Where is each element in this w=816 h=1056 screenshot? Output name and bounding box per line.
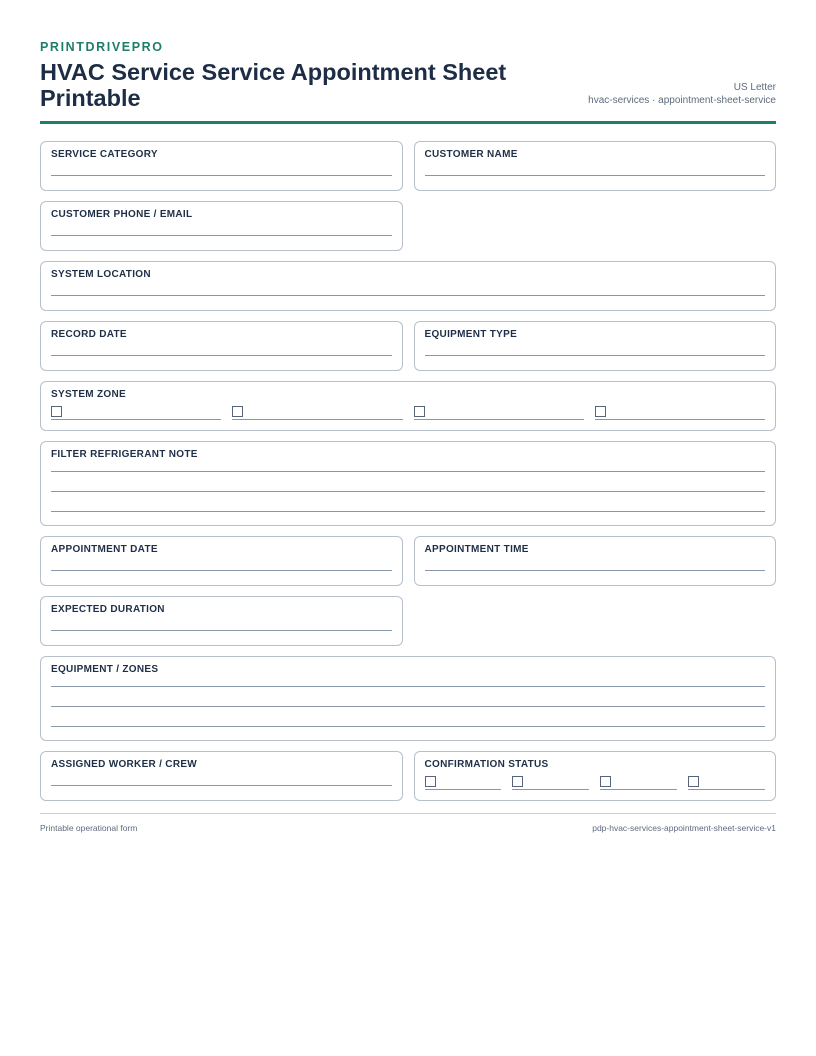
system-location-field (40, 261, 776, 311)
customer-name-field (414, 141, 777, 191)
appointment-time-input-line[interactable] (425, 556, 766, 571)
field-label: FILTER REFRIGERANT NOTE (51, 449, 198, 460)
assigned-worker-field (40, 751, 403, 801)
customer-name-input-line[interactable] (425, 161, 766, 176)
page-footer (40, 823, 776, 833)
form-row (40, 441, 776, 526)
expected-duration-field (40, 596, 403, 646)
form-row (40, 141, 776, 191)
field-label: CUSTOMER NAME (424, 149, 518, 160)
equipment-zones-input-line[interactable] (51, 676, 765, 687)
field-label: CONFIRMATION STATUS (424, 759, 549, 770)
expected-duration-input-line[interactable] (51, 616, 392, 631)
confirmation-status-option (512, 773, 589, 790)
filter-note-input-line[interactable] (51, 472, 765, 492)
form-row (40, 751, 776, 801)
form-row (40, 596, 776, 646)
form-path: hvac-services · appointment-sheet-service (588, 95, 776, 106)
equipment-type-field (414, 321, 777, 371)
form-row (40, 261, 776, 311)
system-zone-option (595, 403, 765, 420)
confirmation-status-field (414, 751, 777, 801)
confirmation-status-option (425, 773, 502, 790)
checkbox[interactable] (51, 406, 62, 417)
checkbox[interactable] (425, 776, 436, 787)
page-header (40, 59, 776, 111)
form-row (40, 381, 776, 431)
field-label: ASSIGNED WORKER / CREW (51, 759, 198, 770)
form-id: pdp-hvac-services-appointment-sheet-service-v1 (592, 823, 776, 833)
field-label: APPOINTMENT DATE (51, 544, 158, 555)
service-category-input-line[interactable] (51, 161, 392, 176)
filter-note-input-line[interactable] (51, 492, 765, 512)
form-row (40, 201, 776, 251)
system-zone-option (232, 403, 402, 420)
page-title: HVAC Service Service Appointment Sheet Printable (40, 59, 507, 111)
filter-note-field (40, 441, 776, 526)
header-divider (40, 121, 776, 124)
system-location-input-line[interactable] (51, 281, 765, 296)
record-date-field (40, 321, 403, 371)
system-zone-options (51, 403, 765, 420)
record-date-input-line[interactable] (51, 341, 392, 356)
brand-name: PRINTDRIVEPRO (40, 40, 164, 54)
system-zone-option (414, 403, 584, 420)
customer-contact-field (40, 201, 403, 251)
checkbox[interactable] (414, 406, 425, 417)
paper-size: US Letter (733, 82, 776, 93)
system-zone-field (40, 381, 776, 431)
system-zone-option (51, 403, 221, 420)
checkbox[interactable] (688, 776, 699, 787)
checkbox[interactable] (595, 406, 606, 417)
footer-divider (40, 813, 776, 814)
footer-left-text: Printable operational form (40, 823, 138, 833)
form-grid (40, 141, 776, 801)
field-label: EXPECTED DURATION (51, 604, 165, 615)
form-row (40, 536, 776, 586)
appointment-date-field (40, 536, 403, 586)
confirmation-status-option (688, 773, 765, 790)
checkbox[interactable] (232, 406, 243, 417)
filter-note-input-line[interactable] (51, 461, 765, 472)
field-label: RECORD DATE (51, 329, 127, 340)
page-meta (588, 81, 776, 111)
field-label: SYSTEM ZONE (51, 389, 126, 400)
field-label: EQUIPMENT TYPE (424, 329, 518, 340)
confirmation-status-option (600, 773, 677, 790)
form-page (40, 40, 776, 833)
field-label: SERVICE CATEGORY (51, 149, 158, 160)
field-label: SYSTEM LOCATION (51, 269, 151, 280)
checkbox[interactable] (600, 776, 611, 787)
confirmation-status-options (425, 773, 766, 790)
field-label: EQUIPMENT / ZONES (51, 664, 159, 675)
equipment-zones-field (40, 656, 776, 741)
customer-contact-input-line[interactable] (51, 221, 392, 236)
field-label: CUSTOMER PHONE / EMAIL (51, 209, 193, 220)
form-row (40, 656, 776, 741)
equipment-zones-input-line[interactable] (51, 707, 765, 727)
form-row (40, 321, 776, 371)
assigned-worker-input-line[interactable] (51, 771, 392, 786)
checkbox[interactable] (512, 776, 523, 787)
equipment-type-input-line[interactable] (425, 341, 766, 356)
equipment-zones-input-line[interactable] (51, 687, 765, 707)
appointment-date-input-line[interactable] (51, 556, 392, 571)
service-category-field (40, 141, 403, 191)
field-label: APPOINTMENT TIME (424, 544, 529, 555)
appointment-time-field (414, 536, 777, 586)
